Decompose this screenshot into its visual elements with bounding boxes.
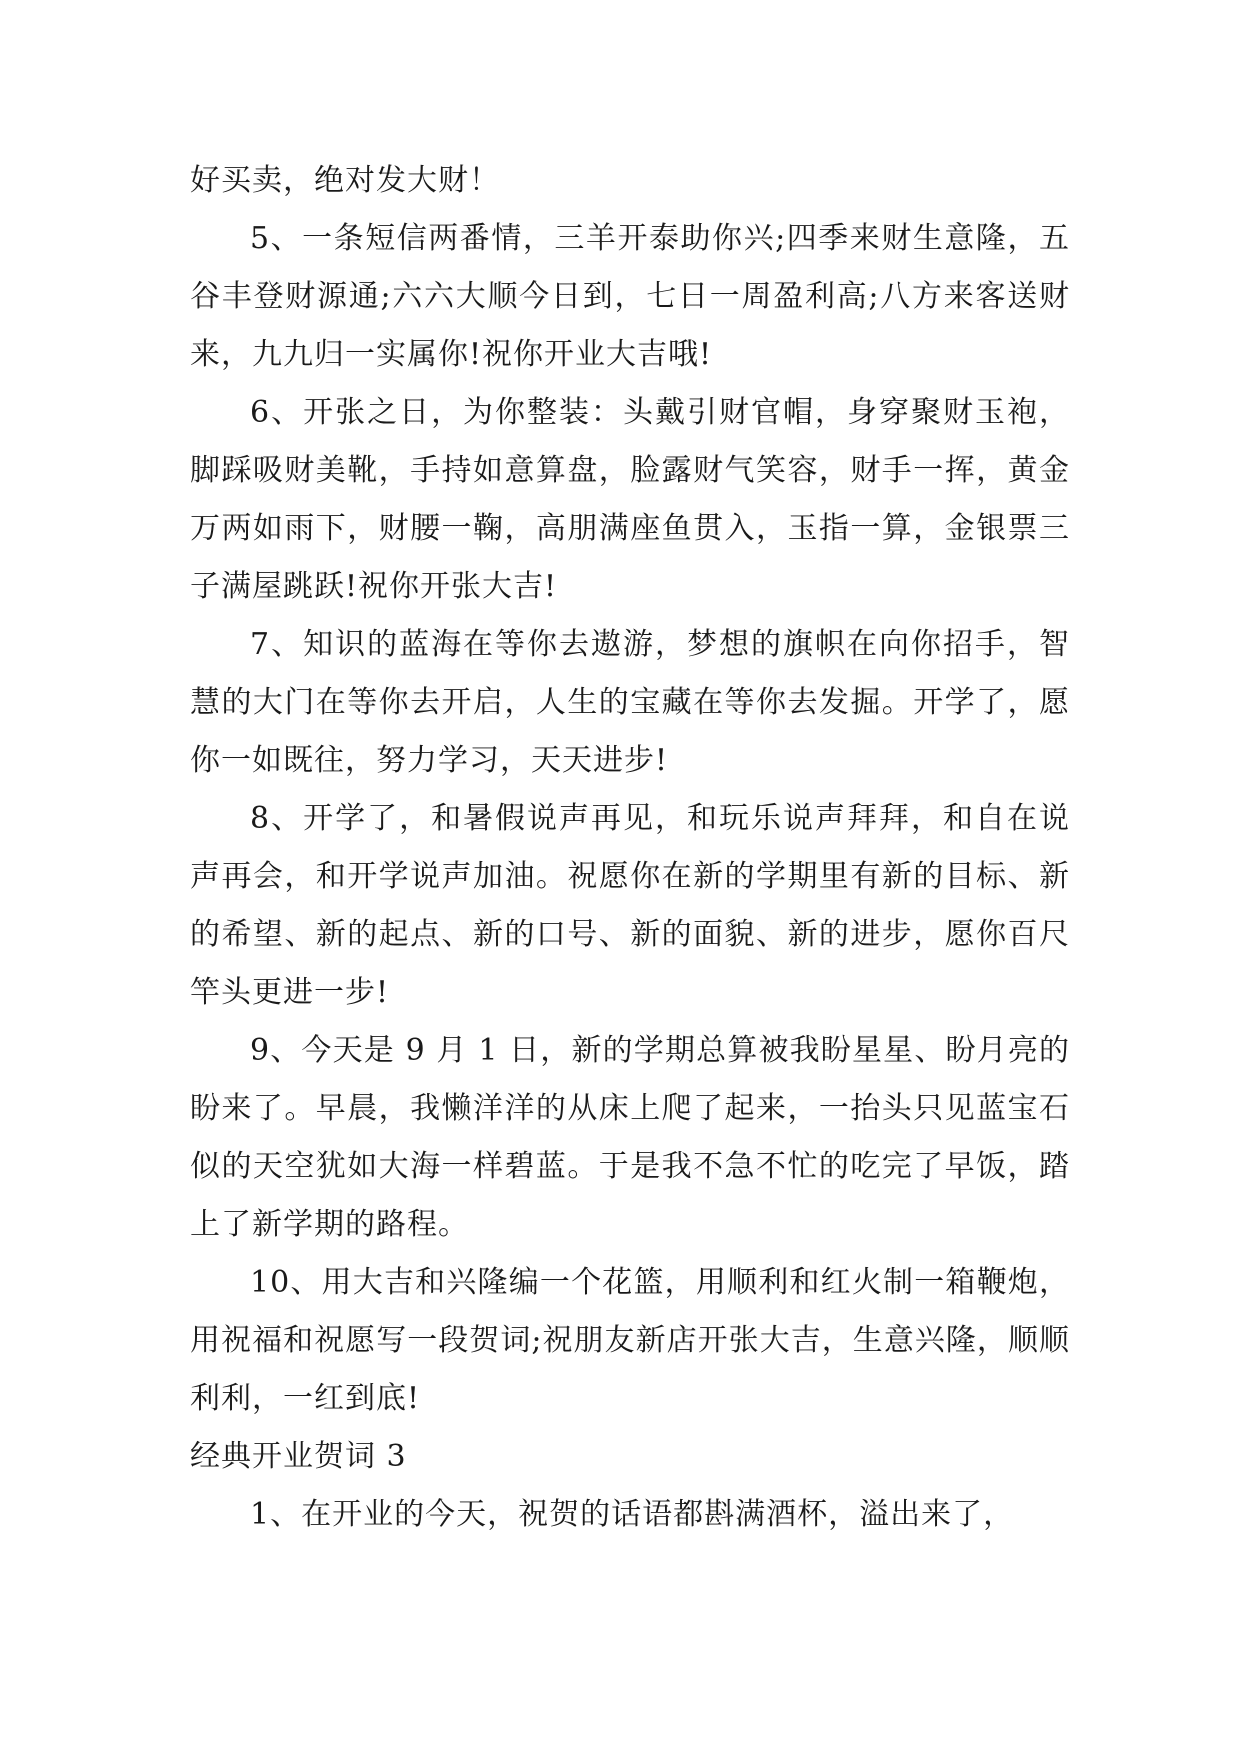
blessing-item-8: 8、开学了，和暑假说声再见，和玩乐说声拜拜，和自在说声再会，和开学说声加油。祝愿你在新的学期里有新的目标、新的希望、新的起点、新的口号、新的面貌、新的进步，愿你百尺竿头更进一步! bbox=[190, 801, 1070, 1010]
section-heading: 经典开业贺词 3 bbox=[190, 1439, 407, 1474]
section3-item-1: 1、在开业的今天，祝贺的话语都斟满酒杯，溢出来了， bbox=[250, 1497, 1015, 1532]
blessing-item-7: 7、知识的蓝海在等你去遨游，梦想的旗帜在向你招手，智慧的大门在等你去开启，人生的宝藏在等你去发掘。开学了，愿你一如既往，努力学习，天天进步! bbox=[190, 627, 1070, 778]
continuation-paragraph: 好买卖，绝对发大财！ bbox=[190, 163, 500, 198]
blessing-item-10: 10、用大吉和兴隆编一个花篮，用顺利和红火制一箱鞭炮，用祝福和祝愿写一段贺词;祝朋友新店开张大吉，生意兴隆，顺顺利利，一红到底! bbox=[190, 1265, 1070, 1416]
blessing-item-9: 9、今天是 9 月 1 日，新的学期总算被我盼星星、盼月亮的盼来了。早晨，我懒洋洋的从床上爬了起来，一抬头只见蓝宝石似的天空犹如大海一样碧蓝。于是我不急不忙的吃完了早饭，踏上了新学期的路程。 bbox=[190, 1033, 1070, 1242]
blessing-item-5: 5、一条短信两番情，三羊开泰助你兴;四季来财生意隆，五谷丰登财源通;六六大顺今日到，七日一周盈利高;八方来客送财来，九九归一实属你!祝你开业大吉哦! bbox=[190, 221, 1070, 372]
blessing-item-6: 6、开张之日，为你整装：头戴引财官帽，身穿聚财玉袍，脚踩吸财美靴，手持如意算盘，脸露财气笑容，财手一挥，黄金万两如雨下，财腰一鞠，高朋满座鱼贯入，玉指一算，金银票三子满屋跳跃!祝你开张大吉! bbox=[190, 395, 1070, 604]
document-body bbox=[190, 152, 1070, 1544]
